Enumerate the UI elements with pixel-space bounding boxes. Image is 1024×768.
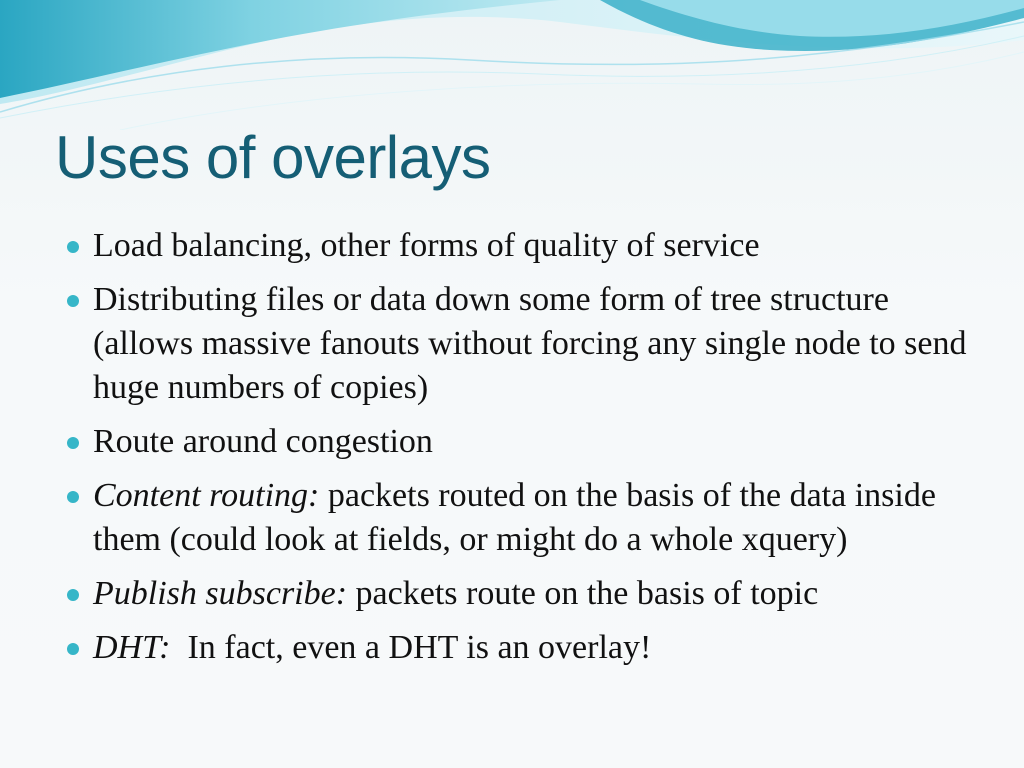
- bullet-item: [93, 626, 983, 670]
- bullet-text: Load balancing, other forms of quality of service: [93, 227, 760, 264]
- bullet-text: packets route on the basis of topic: [347, 575, 819, 612]
- bullet-text: packets routed on the basis of the data inside them (could look at fields, or might do a whole xquery): [93, 477, 936, 558]
- bullet-text: Distributing files or data down some form of tree structure (allows massive fanouts without forcing any single node to send huge numbers of copies): [93, 281, 967, 406]
- bullet-marker-icon: [67, 437, 79, 449]
- bullet-item: [93, 278, 983, 410]
- bullet-marker-icon: [67, 643, 79, 655]
- slide-title: Uses of overlays: [55, 124, 491, 191]
- header-wave-decoration: [0, 0, 1024, 130]
- bullet-text: In fact, even a DHT is an overlay!: [170, 629, 652, 666]
- bullet-lead: Publish subscribe:: [93, 575, 348, 612]
- bullet-item: [93, 474, 983, 562]
- bullet-marker-icon: [67, 241, 79, 253]
- bullet-lead: DHT:: [93, 629, 171, 666]
- bullet-marker-icon: [67, 589, 79, 601]
- bullet-list: [93, 224, 983, 680]
- bullet-text: Route around congestion: [93, 423, 433, 460]
- bullet-item: [93, 420, 983, 464]
- bullet-item: [93, 572, 983, 616]
- bullet-item: [93, 224, 983, 268]
- bullet-marker-icon: [67, 295, 79, 307]
- bullet-lead: Content routing:: [93, 477, 320, 514]
- bullet-marker-icon: [67, 491, 79, 503]
